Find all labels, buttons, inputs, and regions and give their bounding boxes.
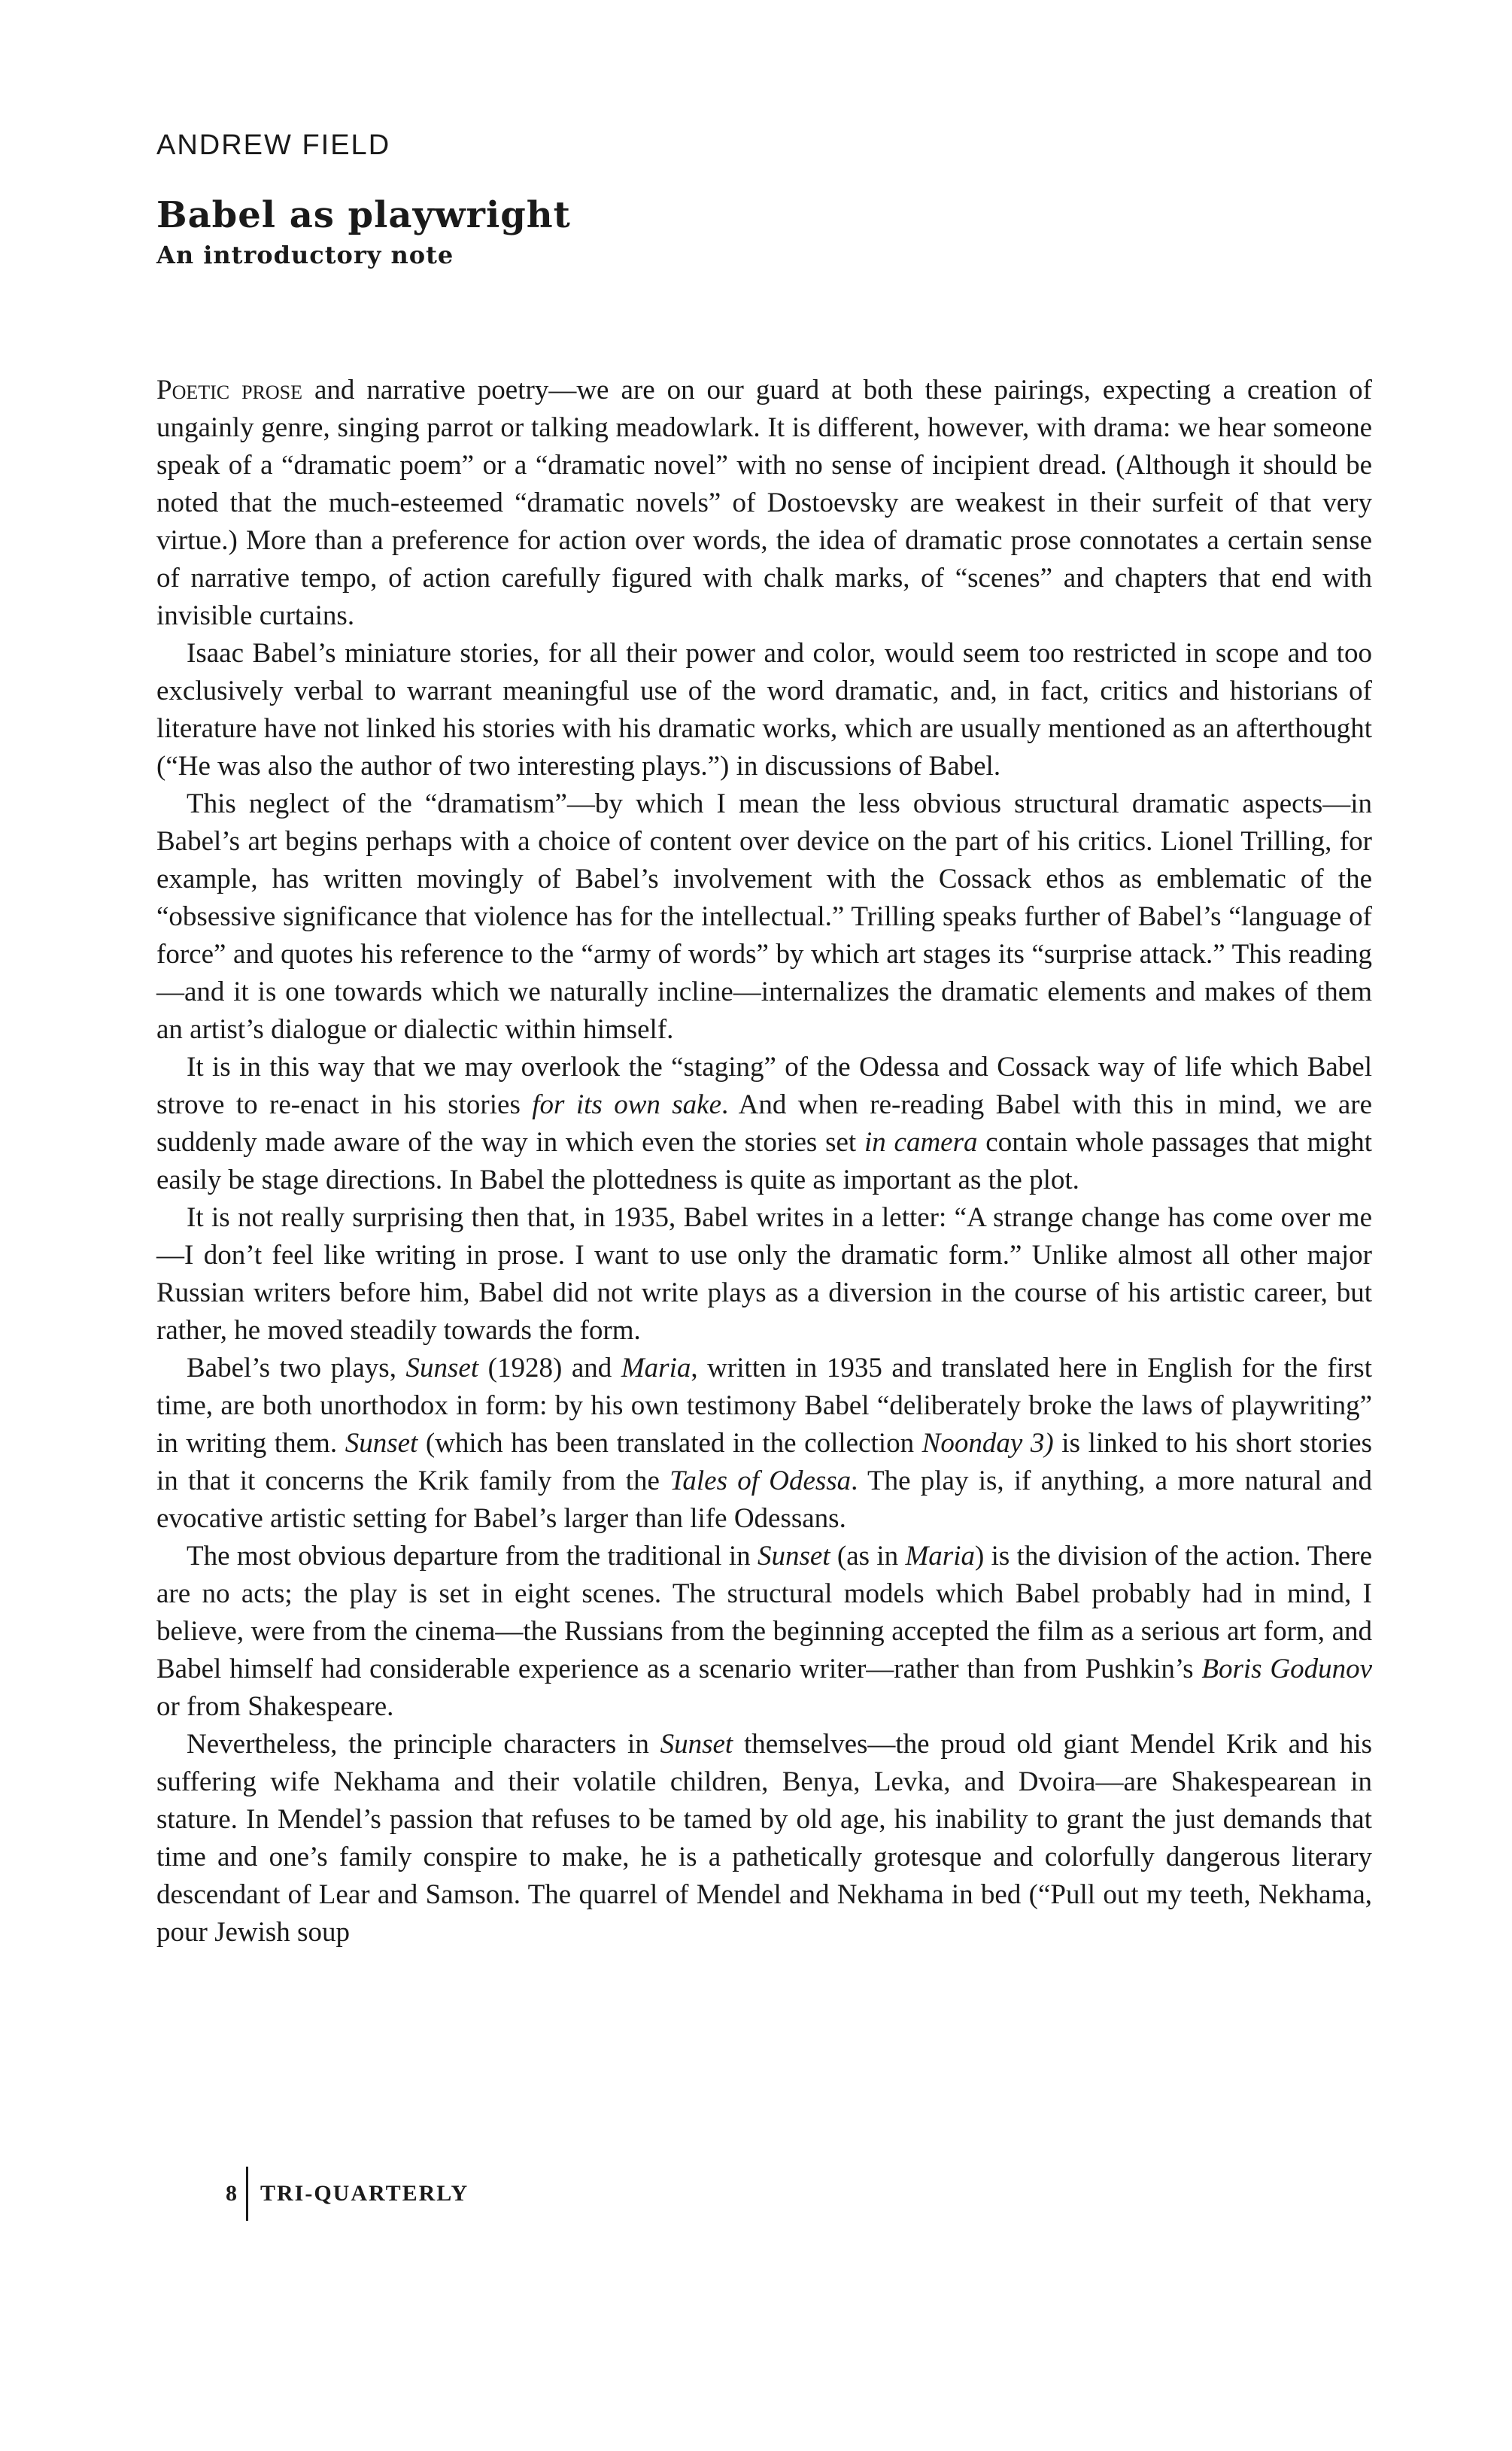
italic-text: Noonday 3): [921, 1428, 1054, 1459]
text-run: . The play is, if anything, a more natural and evocative artistic setting for Babel’s larger than life Odessans.: [156, 1465, 1372, 1534]
paragraph: [156, 785, 1372, 1049]
text-run: , written in 1935 and translated here in English for the first time, are both unorthodox in form: by his own testimony Babel “deliberately broke the laws of playwriting” in writing them.: [156, 1353, 1372, 1459]
small-caps-lead: Poetic prose: [156, 375, 303, 405]
journal-name: TRI-QUARTERLY: [260, 2181, 469, 2206]
text-run: or from Shakespeare.: [156, 1691, 394, 1722]
text-run: It is not really surprising then that, in 1935, Babel writes in a letter: “A strange change has come over me—I don’t feel like writing in prose. I want to use only the dramatic form.” Unlike almost all other major Russian writers before him, Babel did not write plays as a diversion in the course of his artistic career, but rather, he moved steadily towards the form.: [156, 1202, 1372, 1346]
italic-text: Boris Godunov: [1201, 1654, 1372, 1684]
text-run: (as in: [830, 1541, 906, 1572]
italic-text: Maria: [621, 1353, 691, 1383]
page-number: 8: [226, 2181, 237, 2206]
text-run: contain whole passages that might easily be stage directions. In Babel the plottedness is quite as important as the plot.: [156, 1127, 1372, 1195]
italic-text: in camera: [864, 1127, 978, 1158]
italic-text: Sunset: [757, 1541, 830, 1572]
text-run: Babel’s two plays,: [187, 1353, 406, 1383]
paragraph: [156, 1538, 1372, 1726]
text-run: Nevertheless, the principle characters in: [187, 1729, 660, 1760]
text-run: is linked to his short stories in that it concerns the Krik family from the: [156, 1428, 1372, 1496]
paragraph: [156, 635, 1372, 785]
text-run: . And when re-reading Babel with this in mind, we are suddenly made aware of the way in which even the stories set: [156, 1089, 1373, 1158]
paragraph: [156, 1199, 1372, 1350]
text-run: ) is the division of the action. There are no acts; the play is set in eight scenes. The structural models which Babel probably had in mind, I believe, were from the cinema—the Russians from the beginning accepted the film as a serious art form, and Babel himself had considerable experience as a scenario writer—rather than from Pushkin’s: [156, 1541, 1372, 1684]
text-run: and narrative poetry—we are on our guard at both these pairings, expecting a creation of ungainly genre, singing parrot or talking meadowlark. It is different, however, with drama: we hear someone speak of a “dramatic poem” or a “dramatic novel” with no sense of incipient dread. (Although it should be noted that the much-esteemed “dramatic novels” of Dostoevsky are weakest in their surfeit of that very virtue.) More than a preference for action over words, the idea of dramatic prose connotates a certain sense of narrative tempo, of action carefully figured with chalk marks, of “scenes” and chapters that end with invisible curtains.: [156, 375, 1372, 631]
text-run: The most obvious departure from the traditional in: [187, 1541, 758, 1572]
paragraph: [156, 1049, 1372, 1199]
text-run: (which has been translated in the collection: [417, 1428, 922, 1459]
paragraph: [156, 372, 1372, 635]
author-name: ANDREW FIELD: [156, 129, 391, 161]
paragraph: [156, 1350, 1372, 1538]
text-run: (1928) and: [478, 1353, 621, 1383]
text-run: This neglect of the “dramatism”—by which I mean the less obvious structural dramatic aspects—in Babel’s art begins perhaps with a choice of content over device on the part of his critics. Lionel Trilling, for example, has written movingly of Babel’s involvement with the Cossack ethos as emblematic of the “obsessive significance that violence has for the intellectual.” Trilling speaks further of Babel’s “language of force” and quotes his reference to the “army of words” by which art stages its “surprise attack.” This reading—and it is one towards which we naturally incline—internalizes the dramatic elements and makes of them an artist’s dialogue or dialectic within himself.: [156, 788, 1372, 1045]
text-run: Isaac Babel’s miniature stories, for all their power and color, would seem too restricted in scope and too exclusively verbal to warrant meaningful use of the word dramatic, and, in fact, critics and historians of literature have not linked his stories with his dramatic works, which are usually mentioned as an afterthought (“He was also the author of two interesting plays.”) in discussions of Babel.: [156, 638, 1372, 782]
paragraph: [156, 1726, 1372, 1951]
page-footer: [226, 2167, 469, 2221]
article-body: [156, 372, 1372, 1951]
article-subtitle: An introductory note: [156, 241, 454, 269]
italic-text: Tales of Odessa: [669, 1465, 852, 1496]
italic-text: Sunset: [405, 1353, 479, 1383]
italic-text: for its own sake: [532, 1089, 722, 1120]
article-title: Babel as playwright: [156, 194, 571, 236]
italic-text: Sunset: [345, 1428, 418, 1459]
text-run: themselves—the proud old giant Mendel Krik and his suffering wife Nekhama and their volatile children, Benya, Levka, and Dvoira—are Shakespearean in stature. In Mendel’s passion that refuses to be tamed by old age, his inability to grant the just demands that time and one’s family conspire to make, he is a pathetically grotesque and colorfully dangerous literary descendant of Lear and Samson. The quarrel of Mendel and Nekhama in bed (“Pull out my teeth, Nekhama, pour Jewish soup: [156, 1729, 1372, 1948]
italic-text: Maria: [905, 1541, 975, 1572]
text-run: It is in this way that we may overlook the “staging” of the Odessa and Cossack way of life which Babel strove to re-enact in his stories: [156, 1052, 1372, 1120]
italic-text: Sunset: [660, 1729, 733, 1760]
